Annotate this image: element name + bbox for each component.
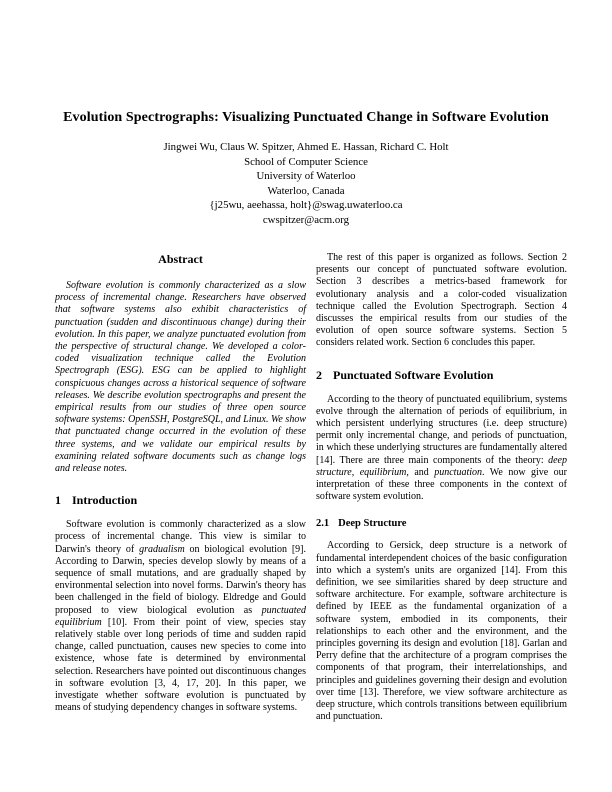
left-column <box>55 252 306 715</box>
email-line-acm: cwspitzer@acm.org <box>262 213 350 226</box>
deep-structure-paragraph: According to Gersick, deep structure is a network of fundamental interdependent choices of the basic configuration into which a system's units are organized [14]. From this definition, we see similarities shared by deep structure and software architecture. For example, software architecture is defined by IEEE as the fundamental organization of a software system, embodied in its components, their relationships to each other and the environment, and the principles governing its design and evolution [18]. Garlan and Perry define that the architecture of a program comprises the components of that program, their interrelationships, and principles and guidelines governing their design and evolution over time [13]. Therefore, we view software architecture as deep structure, which controls transitions between equilibrium and punctuation. <box>316 540 567 723</box>
section-number: 1 <box>55 493 61 508</box>
affiliation-line-university: University of Waterloo <box>256 170 356 183</box>
subsection-number: 2.1 <box>316 518 330 530</box>
section-title: Introduction <box>72 493 138 508</box>
page-title: Evolution Spectrographs: Visualizing Punctuated Change in Software Evolution <box>63 110 549 126</box>
subsection-heading-deep-structure <box>316 518 567 529</box>
right-column <box>316 252 567 724</box>
abstract-heading: Abstract <box>158 252 203 266</box>
section-title: Punctuated Software Evolution <box>333 367 494 382</box>
abstract-paragraph: Software evolution is commonly characterized as a slow process of incremental change. Researchers have observed that software systems also exhibit characteristics of punctuation (sudden and discontinuous change) during their evolution. In this paper, we analyze punctuated evolution from the perspective of structural change. We developed a color-coded visualization technique called the Evolution Spectrograph (ESG). ESG can be applied to highlight conspicuous changes across a historical sequence of software releases. We describe evolution spectrographs and present the empirical results from our studies of three open source software systems: OpenSSH, PostgreSQL, and Linux. We show that punctuated change occurred in the evolution of these three systems, and we validate our empirical results by examining related software documents such as change logs and release notes. <box>55 280 306 475</box>
punctuated-software-evolution-paragraph: According to the theory of punctuated equilibrium, systems evolve through the alternation of periods of equilibrium, in which persistent underlying structures (i.e. deep structure) permit only incremental change, and periods of punctuation, in which these underlying structures are fundamentally altered [14]. There are three main components of the theory: deep structure, equilibrium, and punctuation. We now give our interpretation of these three components in the context of software system evolution. <box>316 393 567 503</box>
section-heading-punctuated-software-evolution <box>316 368 567 383</box>
author-block <box>0 140 612 228</box>
email-line-waterloo: {j25wu, aeehassa, holt}@swag.uwaterloo.ca <box>209 199 403 212</box>
subsection-title: Deep Structure <box>338 518 407 530</box>
paper-organization-paragraph: The rest of this paper is organized as follows. Section 2 presents our concept of punctuated software evolution. Section 3 describes a metrics-based framework for evolutionary analysis and a color-coded visualization technique called the Evolution Spectrograph. Section 4 discusses the empirical results from our studies of the evolution of open source software systems. Section 5 considers related work. Section 6 concludes this paper. <box>316 252 567 349</box>
affiliation-line-city: Waterloo, Canada <box>267 184 345 197</box>
section-heading-introduction <box>55 493 306 508</box>
section-number: 2 <box>316 367 322 382</box>
introduction-paragraph: Software evolution is commonly characterized as a slow process of incremental change. This view is similar to Darwin's theory of gradualism on biological evolution [9]. According to Darwin, species develop slowly by means of a sequence of small mutations, and are gradually shaped by environmental selection into novel forms. Darwin's theory has been challenged in the field of biology. Eldredge and Gould proposed to view biological evolution as punctuated equilibrium [10]. From their point of view, species stay relatively stable over long periods of time and sudden rapid change, called punctuation, causes new species to come into existence, whose fate is determined by environmental selection. Researchers have pointed out discontinuous changes in software evolution [3, 4, 17, 20]. In this paper, we investigate whether software evolution is punctuated by means of studying dependency changes in software systems. <box>55 519 306 714</box>
authors-line: Jingwei Wu, Claus W. Spitzer, Ahmed E. Hassan, Richard C. Holt <box>163 141 449 153</box>
affiliation-line-school: School of Computer Science <box>244 155 368 168</box>
